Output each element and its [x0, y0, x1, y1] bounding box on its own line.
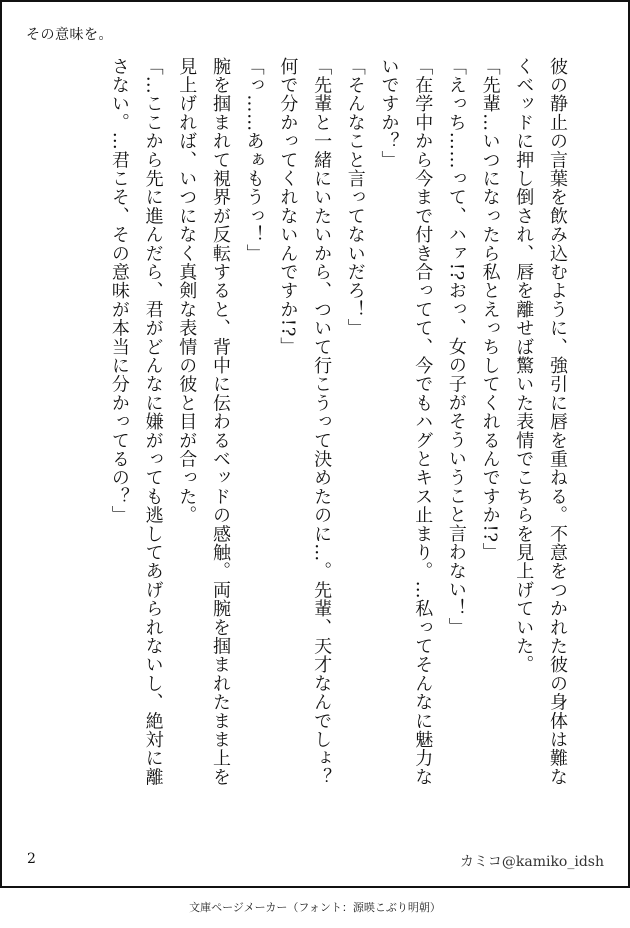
text-line: 何で分かってくれないんですか!?」: [277, 57, 299, 356]
text-line: 彼の静止の言葉を飲み込むように、強引に唇を重ねる。不意をつかれた彼の身体は難な: [547, 57, 568, 787]
text-line: くベッドに押し倒され、唇を離せば驚いた表情でこちらを見上げていた。: [513, 57, 535, 675]
vertical-body-text: [102, 57, 574, 847]
text-line: 「在学中から今まで付き合ってて、今でもハグとキス止まり。…私ってそんなに魅力な: [412, 57, 434, 787]
text-line: 「っ……あぁもうっ！」: [243, 57, 265, 263]
text-line: 「先輩…いつになったら私とえっちしてくれるんですか!?」: [479, 57, 501, 562]
story-title: その意味を。: [26, 27, 113, 43]
text-line: いですか？」: [378, 57, 400, 170]
text-line: 「えっち……って、ハァ!?おっ、女の子がそういうこと言わない！」: [445, 57, 467, 637]
text-line: 腕を掴まれて視界が反転すると、背中に伝わるベッドの感触。両腕を掴まれたまま上を: [209, 57, 231, 787]
author-handle: カミコ@kamiko_idsh: [459, 854, 604, 870]
page-number: 2: [27, 851, 36, 867]
text-line: 「先輩と一緒にいたいから、ついて行こうって決めたのに…。先輩、天才なんでしょ？: [311, 57, 333, 787]
text-line: さない。…君こそ、その意味が本当に分かってるの？」: [108, 57, 130, 525]
text-line: 「…ここから先に進んだら、君がどんなに嫌がっても逃してあげられないし、絶対に離: [142, 57, 164, 787]
text-line: 「そんなこと言ってないだろ！」: [344, 57, 366, 338]
generator-credit: 文庫ページメーカー（フォント：源暎こぶり明朝）: [189, 901, 441, 914]
text-line: 見上げれば、いつになく真剣な表情の彼と目が合った。: [176, 57, 198, 525]
